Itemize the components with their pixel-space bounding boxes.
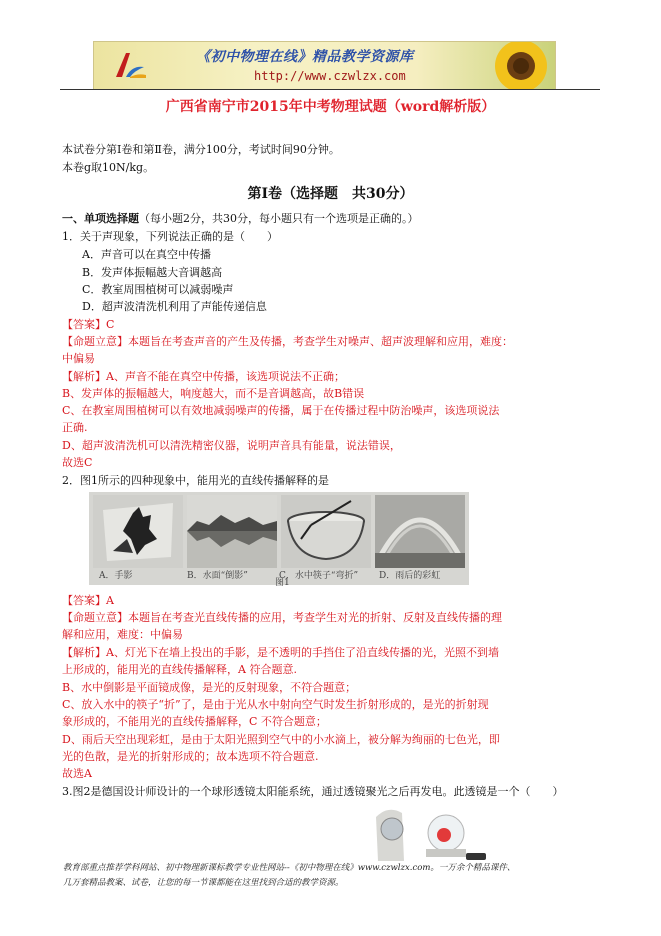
intro-line: 本卷g取10N/kg。 <box>62 161 155 174</box>
intent-line: 解和应用，难度：中偏易 <box>62 628 183 641</box>
analysis-line: D、超声波清洗机可以清洗精密仪器，说明声音具有能量，说法错误， <box>62 439 401 452</box>
intent-line: 【命题立意】本题旨在考查光直线传播的应用，考查学生对光的折射、反射及直线传播的理 <box>62 611 502 624</box>
question-option: D．超声波清洗机利用了声能传递信息 <box>82 300 267 313</box>
part-heading-note: （每小题2分，共30分，每小题只有一个选项是正确的。） <box>139 212 419 225</box>
figure-caption: A．手影 <box>99 571 133 581</box>
question-option: C．教室周围植树可以减弱噪声 <box>82 283 234 296</box>
footer-line: 几万套精品教案、试卷，让您的每一节课都能在这里找到合适的教学资源。 <box>63 878 344 888</box>
rainbow-image <box>375 495 465 568</box>
analysis-line: 正确. <box>62 421 88 434</box>
intent-line: 【命题立意】本题旨在考查声音的产生及传播，考查学生对噪声、超声波理解和应用，难度： <box>62 335 513 348</box>
question-stem: 3.图2是德国设计师设计的一个球形透镜太阳能系统，通过透镜聚光之后再发电。此透镜是一个（ ） <box>62 785 564 798</box>
banner-title: 《初中物理在线》精品教学资源库 <box>196 49 414 65</box>
question-stem: 2．图1所示的四种现象中，能用光的直线传播解释的是 <box>62 474 329 487</box>
analysis-line: 故选A <box>62 767 92 780</box>
figure-caption: B．水面“倒影” <box>187 571 248 581</box>
analysis-line: 故选C <box>62 456 93 469</box>
analysis-line: D、雨后天空出现彩虹，是由于太阳光照到空气中的小水滴上，被分解为绚丽的七色光，即 <box>62 733 500 746</box>
site-logo-icon <box>112 47 148 83</box>
section-title: 第Ⅰ卷（选择题 共30分） <box>247 186 414 202</box>
analysis-line: B、发声体的振幅越大，响度越大，而不是音调越高，故B错误 <box>62 387 365 400</box>
water-reflection-image <box>187 495 277 568</box>
header-rule <box>60 89 600 90</box>
answer-line: 【答案】C <box>62 318 115 331</box>
analysis-line: 【解析】A、灯光下在墙上投出的手影，是不透明的手挡住了沿直线传播的光，光照不到墙 <box>62 646 499 659</box>
part-heading-label: 一、单项选择题 <box>62 212 139 225</box>
analysis-line: 光的色散，是光的折射形成的；故本选项不符合题意. <box>62 750 319 763</box>
analysis-line: C、在教室周围植树可以有效地减弱噪声的传播，属于在传播过程中防治噪声，该选项说法 <box>62 404 500 417</box>
spherical-lens-image <box>372 805 487 863</box>
sunflower-icon <box>489 41 553 90</box>
part-heading <box>62 212 419 226</box>
chopstick-in-water-image <box>281 495 371 568</box>
figure-1 <box>89 492 469 588</box>
header-banner <box>93 41 556 90</box>
question-stem: 1．关于声现象，下列说法正确的是（ ） <box>62 230 278 243</box>
hand-shadow-image <box>93 495 183 568</box>
question-option: A．声音可以在真空中传播 <box>82 248 211 261</box>
question-option: B．发声体振幅越大音调越高 <box>82 266 223 279</box>
analysis-line: 【解析】A、声音不能在真空中传播，该选项说法不正确； <box>62 370 345 383</box>
answer-line: 【答案】A <box>62 594 114 607</box>
figure-label: 图1 <box>275 578 290 588</box>
intent-line: 中偏易 <box>62 352 95 365</box>
figure-caption: C．水中筷子“弯折” <box>279 571 359 581</box>
analysis-line: B、水中倒影是平面镜成像，是光的反射现象，不符合题意； <box>62 681 357 694</box>
analysis-line: 上形成的，能用光的直线传播解释，A 符合题意. <box>62 663 297 676</box>
banner-url[interactable]: http://www.czwlzx.com <box>254 69 406 83</box>
page-title: 广西省南宁市2015年中考物理试题（word解析版） <box>165 99 496 115</box>
footer-line: 教育部重点推荐学科网站、初中物理新课标教学专业性网站--《初中物理在线》www.czwlzx.com。一万余个精品课件、 <box>63 863 516 873</box>
intro-line: 本试卷分第Ⅰ卷和第Ⅱ卷，满分100分，考试时间90分钟。 <box>62 143 340 156</box>
analysis-line: 象形成的，不能用光的直线传播解释，C 不符合题意； <box>62 715 327 728</box>
analysis-line: C、放入水中的筷子“折”了，是由于光从水中射向空气时发生折射形成的，是光的折射现 <box>62 698 489 711</box>
figure-caption: D．雨后的彩虹 <box>379 571 441 581</box>
